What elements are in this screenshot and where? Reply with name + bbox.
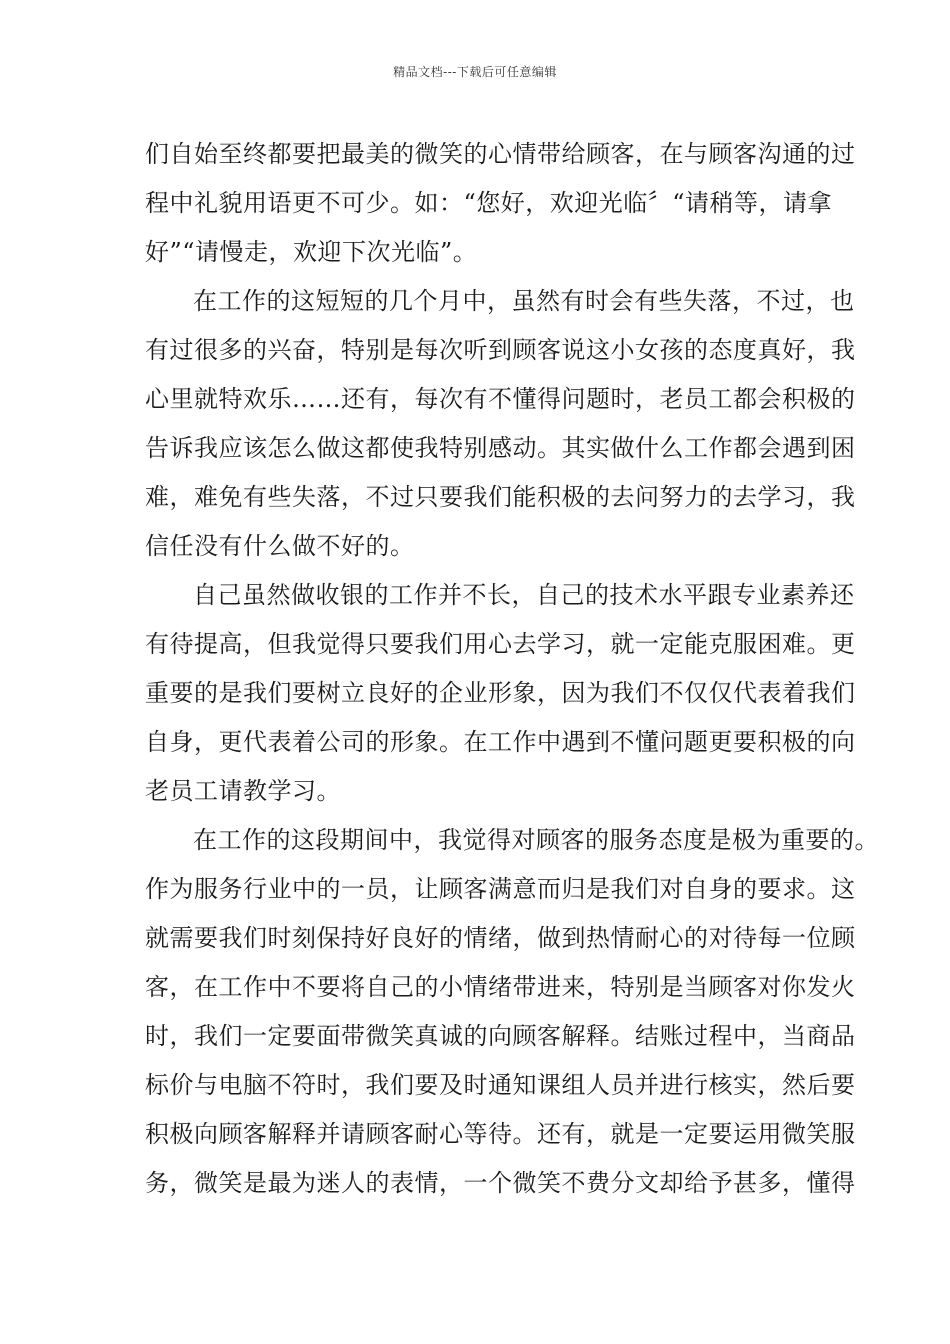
text-line: 有待提高，但我觉得只要我们用心去学习，就一定能克服困难。更	[145, 630, 856, 658]
text-line: 告诉我应该怎么做这都使我特别感动。其实做什么工作都会遇到困	[145, 434, 856, 462]
text-line: 作为服务行业中的一员，让顾客满意而归是我们对自身的要求。这	[145, 875, 856, 903]
text-line: 好”“请慢走，欢迎下次光临”。	[145, 238, 478, 266]
text-line: 信任没有什么做不好的。	[145, 532, 415, 560]
text-line: 难，难免有些失落，不过只要我们能积极的去问努力的去学习，我	[145, 483, 856, 511]
page-header: 精品文档---下载后可任意编辑	[393, 65, 557, 79]
text-line: 重要的是我们要树立良好的企业形象，因为我们不仅仅代表着我们	[145, 679, 856, 707]
text-line: 务，微笑是最为迷人的表情，一个微笑不费分文却给予甚多，懂得	[145, 1169, 856, 1197]
text-line: 就需要我们时刻保持好良好的情绪，做到热情耐心的对待每一位顾	[145, 924, 856, 952]
text-line: 们自始至终都要把最美的微笑的心情带给顾客，在与顾客沟通的过	[145, 140, 856, 168]
text-line: 自身，更代表着公司的形象。在工作中遇到不懂问题更要积极的向	[145, 728, 856, 756]
text-line: 标价与电脑不符时，我们要及时通知课组人员并进行核实，然后要	[145, 1071, 856, 1099]
text-line: 积极向顾客解释并请顾客耐心等待。还有，就是一定要运用微笑服	[145, 1120, 856, 1148]
paragraph-first-line: 自己虽然做收银的工作并不长，自己的技术水平跟专业素养还	[193, 581, 855, 609]
text-line: 心里就特欢乐……还有，每次有不懂得问题时，老员工都会积极的	[145, 385, 856, 413]
paragraph-first-line: 在工作的这短短的几个月中，虽然有时会有些失落，不过，也	[193, 287, 855, 315]
text-line: 时，我们一定要面带微笑真诚的向顾客解释。结账过程中，当商品	[145, 1022, 856, 1050]
paragraph-first-line: 在工作的这段期间中，我觉得对顾客的服务态度是极为重要的。	[193, 826, 879, 854]
text-line: 老员工请教学习。	[145, 777, 341, 805]
text-line: 有过很多的兴奋，特别是每次听到顾客说这小女孩的态度真好，我	[145, 336, 856, 364]
text-line: 客，在工作中不要将自己的小情绪带进来，特别是当顾客对你发火	[145, 973, 856, 1001]
document-body	[145, 130, 879, 1208]
text-line: 程中礼貌用语更不可少。如：“您好，欢迎光临〞“请稍等，请拿	[145, 189, 833, 217]
